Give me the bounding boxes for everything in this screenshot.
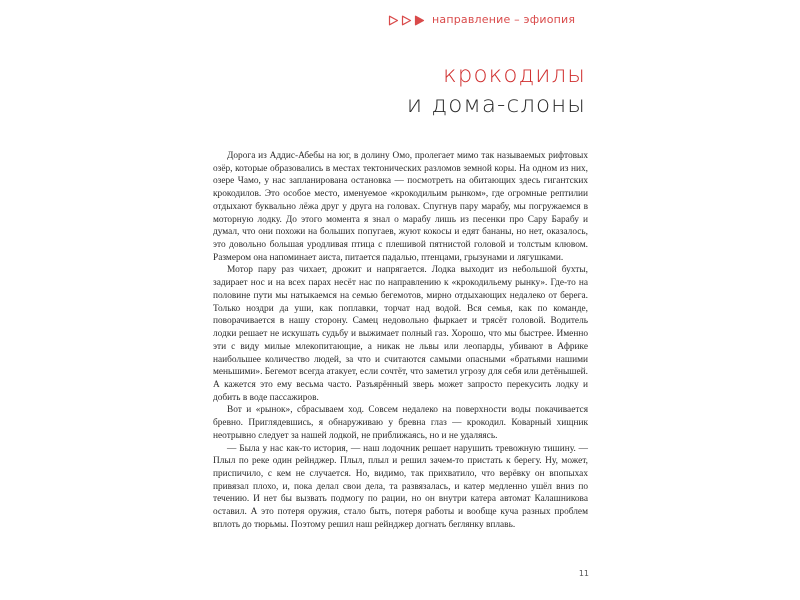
paragraph: Мотор пару раз чихает, дрожит и напрягается. Лодка выходит из небольшой бухты, задирает нос и на всех парах несёт нас по направлению к «крокодильему рынку». Где-то на половине пути мы натыкаемся на семью бегемотов, мирно отдыхающих недалеко от берега. Только ноздри да уши, как поплавки, торчат над водой. Вся семья, как по команде, поворачивается в нашу сторону. Самец недовольно фыркает и трясёт головой. Водитель лодки решает не искушать судьбу и выжимает полный газ. Хорошо, что мы быстрее. Именно эти с виду милые млекопитающие, а никак не львы или леопарды, убивают в Африке наибольшее количество людей, за что и считаются самыми опасными «братьями нашими меньшими». Бегемот всегда атакует, если сочтёт, что заметил угрозу для себя или детёнышей. А кажется это ему весьма часто. Разъярённый зверь может запросто перекусить лодку и добить в воде пассажиров. xyxy=(213,265,588,403)
play-triangle-icon xyxy=(414,15,425,26)
paragraph: — Была у нас как-то история, — наш лодочник решает нарушить тревожную тишину. — Плыл по реке один рейнджер. Плыл, плыл и решил зачем-то пристать к берегу. Ну, может, приспичило, с кем не случается. Но, видимо, так прихватило, что верёвку он впопыхах привязал плохо, и, пока делал свои дела, та развязалась, и катер медленно ушёл вниз по течению. И нет бы вызвать подмогу по рации, но он внутри катера автомат Калашникова оставил. А это потеря оружия, стало быть, потеря работы и вообще куча разных проблем вплоть до тюрьмы. Поэтому решил наш рейнджер догнать беглянку вплавь. xyxy=(213,443,588,530)
page-number: 11 xyxy=(578,569,589,578)
chapter-title-line-1: крокодилы xyxy=(443,62,586,88)
play-triangle-icon xyxy=(388,15,399,26)
chapter-title xyxy=(407,60,586,120)
paragraph: Вот и «рынок», сбрасываем ход. Совсем недалеко на поверхности воды покачивается бревно. Приглядевшись, я обнаруживаю у бревна глаз — крокодил. Коварный хищник неотрывно следует за нашей лодкой, не приближаясь, но и не удаляясь. xyxy=(213,405,588,441)
article-body xyxy=(213,150,588,532)
play-triangle-icon xyxy=(401,15,412,26)
chapter-title-line-2: и дома-слоны xyxy=(406,92,586,118)
section-label: направление – эфиопия xyxy=(432,13,576,26)
paragraph: Дорога из Аддис-Абебы на юг, в долину Омо, пролегает мимо так называемых рифтовых озёр, которые образовались в местах тектонических разломов земной коры. На одном из них, озере Чамо, у нас запланирована остановка — посмотреть на обитающих здесь гигантских крокодилов. Это особое место, именуемое «крокодильим рынком», где огромные рептилии отдыхают буквально лёжа друг у друга на головах. Спугнув пару марабу, мы погружаемся в моторную лодку. До этого момента я знал о марабу лишь из песенки про Сару Барабу и думал, что они похожи на больших попугаев, жуют кокосы и едят бананы, но нет, оказалось, это довольно большая уродливая птица с плешивой пятнистой головой и толстым клювом. Размером она напоминает аиста, питается падалью, птенцами, грызунами и лягушками. xyxy=(213,151,588,263)
section-header xyxy=(388,11,588,29)
arrow-icon-group xyxy=(388,11,427,29)
